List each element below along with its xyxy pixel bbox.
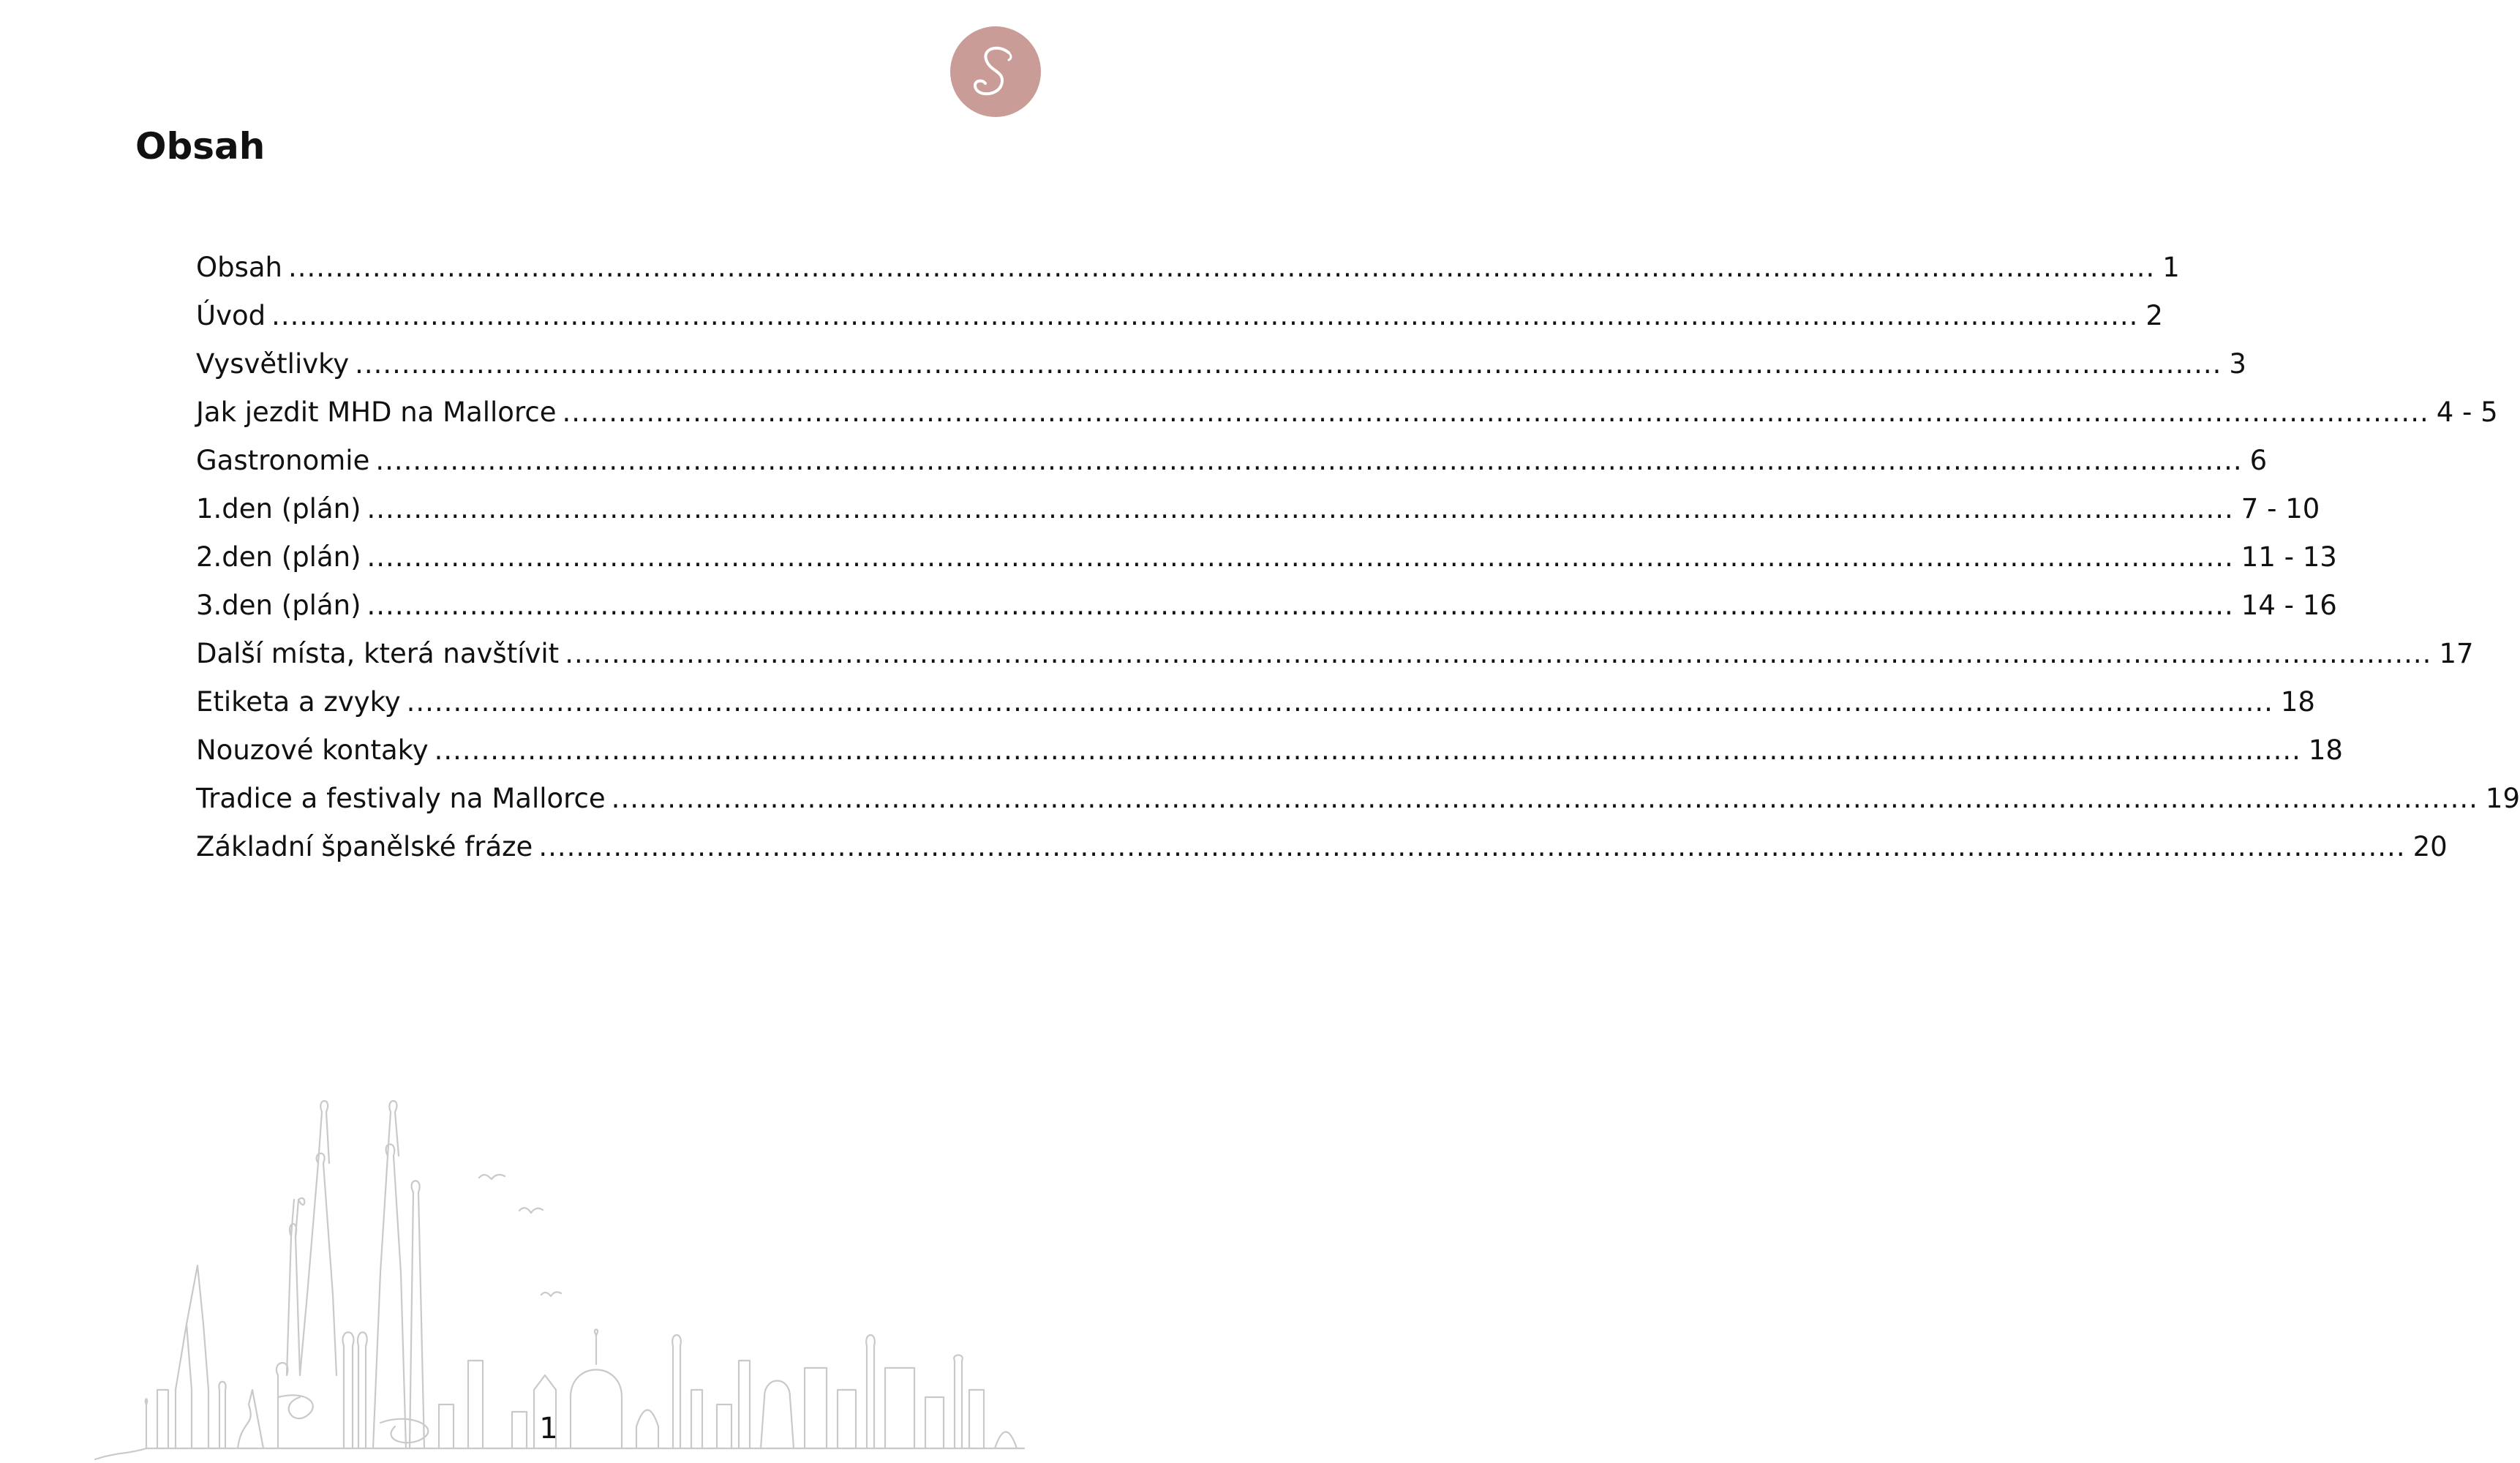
toc-dot-leader: ........................................................................................................................................................................................................ [288,252,2156,283]
logo-badge [950,26,1041,117]
toc-dot-leader: ........................................................................................................................................................................................................ [434,734,2301,766]
toc-entry [196,485,2320,533]
toc-dot-leader: ........................................................................................................................................................................................................ [271,300,2139,331]
toc-entry-page: 14 - 16 [2241,590,2337,621]
toc-entry [196,726,2343,775]
toc-entry-page: 18 [2280,686,2315,718]
toc-entry-title: Nouzové kontaky [196,734,429,766]
toc-entry-title: Základní španělské fráze [196,831,533,862]
page-number: 1 [539,1412,558,1445]
toc-entry [196,533,2337,582]
toc-entry-title: 3.den (plán) [196,590,361,621]
toc-entry-page: 7 - 10 [2241,493,2320,524]
toc-entry [196,244,2180,292]
toc-dot-leader: ........................................................................................................................................................................................................ [565,638,2432,669]
toc-entry-title: Gastronomie [196,445,370,476]
toc-entry-title: Úvod [196,300,266,331]
bird-icon [519,1208,543,1213]
toc-entry-page: 1 [2162,252,2180,283]
toc-entry-page: 17 [2439,638,2474,669]
toc-entry-page: 3 [2229,348,2246,380]
toc-entry-page: 11 - 13 [2241,541,2337,573]
toc-entry-title: 1.den (plán) [196,493,361,524]
toc-entry [196,823,2448,871]
toc-entry [196,678,2315,726]
toc-entry [196,292,2163,340]
toc-dot-leader: ........................................................................................................................................................................................................ [366,541,2234,573]
toc-entry-title: Etiketa a zvyky [196,686,401,718]
toc-entry-title: 2.den (plán) [196,541,361,573]
toc-entry-page: 18 [2308,734,2343,766]
toc-dot-leader: ........................................................................................................................................................................................................ [355,348,2222,380]
toc-dot-leader: ........................................................................................................................................................................................................ [366,590,2234,621]
toc-dot-leader: ........................................................................................................................................................................................................ [562,396,2429,428]
toc-dot-leader: ........................................................................................................................................................................................................ [366,493,2234,524]
toc-entry-title: Tradice a festivaly na Mallorce [196,783,606,814]
toc-entry-page: 2 [2145,300,2163,331]
toc-entry [196,630,2474,678]
toc-entry-title: Další místa, která navštívit [196,638,560,669]
bird-icon [541,1292,561,1296]
toc-entry-title: Jak jezdit MHD na Mallorce [196,396,557,428]
toc-entry [196,582,2337,630]
toc-entry-page: 4 - 5 [2436,396,2498,428]
toc-entry-page: 6 [2249,445,2268,476]
toc-entry [196,388,2498,437]
toc-dot-leader: ........................................................................................................................................................................................................ [611,783,2478,814]
toc-dot-leader: ........................................................................................................................................................................................................ [375,445,2243,476]
toc-entry [196,340,2246,388]
toc-entry-title: Vysvětlivky [196,348,350,380]
toc-dot-leader: ........................................................................................................................................................................................................ [406,686,2273,718]
table-of-contents [196,244,2520,871]
script-s-logo-icon [950,26,1041,117]
toc-entry-title: Obsah [196,252,283,283]
toc-entry [196,775,2520,823]
toc-entry-page: 20 [2412,831,2448,862]
city-skyline-illustration [0,1083,1097,1463]
page-title: Obsah [135,125,266,168]
bird-icon [479,1175,505,1179]
toc-dot-leader: ........................................................................................................................................................................................................ [538,831,2406,862]
toc-entry [196,437,2268,485]
toc-entry-page: 19 [2485,783,2520,814]
skyline-baseline [95,1448,1024,1459]
